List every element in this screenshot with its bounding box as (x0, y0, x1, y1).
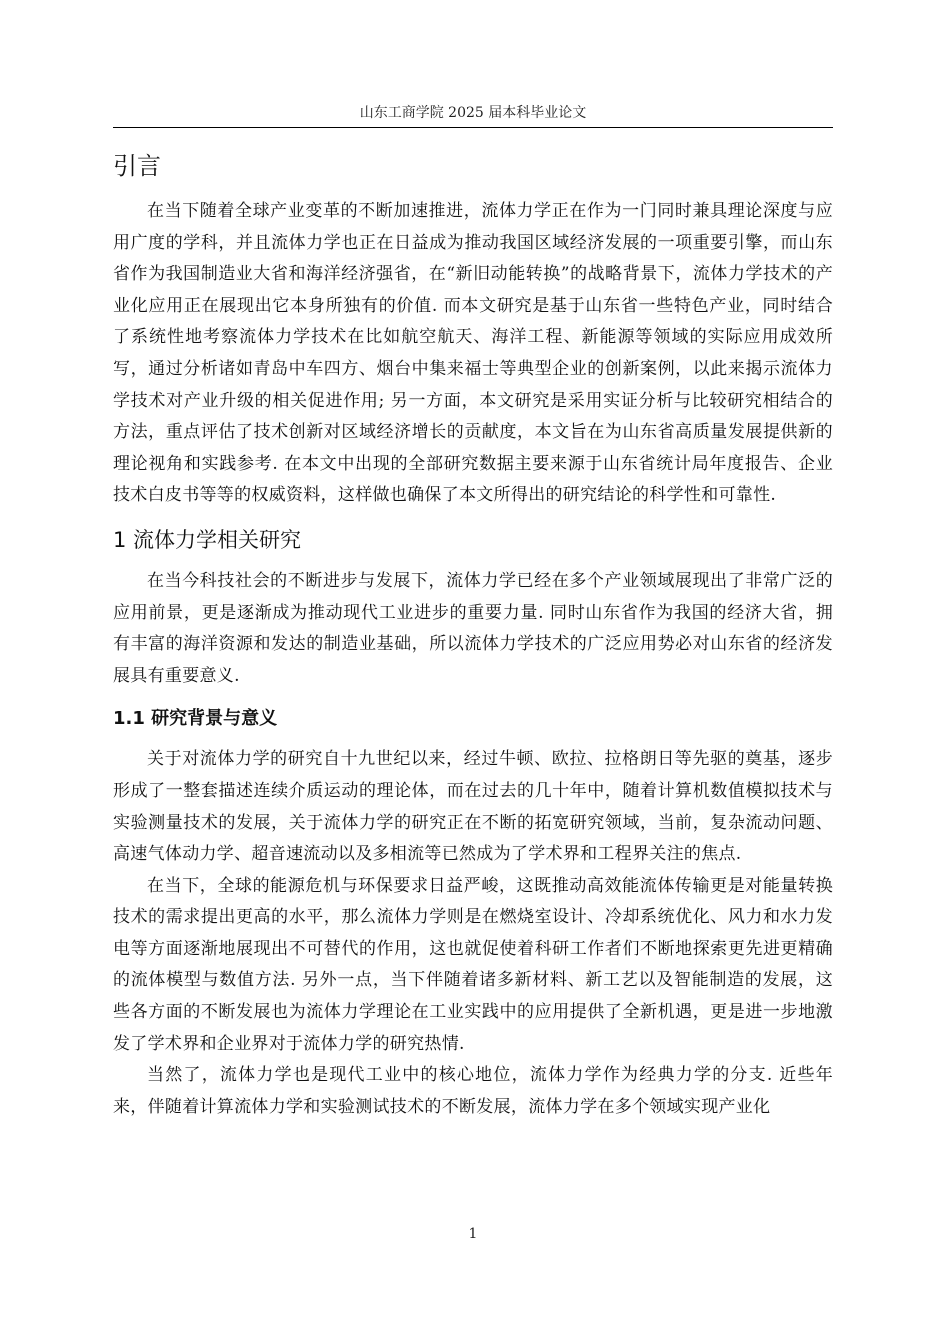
intro-paragraph: 在当下随着全球产业变革的不断加速推进，流体力学正在作为一门同时兼具理论深度与应用广度的学科，并且流体力学也正在日益成为推动我国区域经济发展的一项重要引擎，而山东省作为我国制造业大省和海洋经济强省，在“新旧动能转换”的战略背景下，流体力学技术的产业化应用正在展现出它本身所独有的价值. 而本文研究是基于山东省一些特色产业，同时结合了系统性地考察流体力学技术在比如航空航天、海洋工程、新能源等领域的实际应用成效所写，通过分析诸如青岛中车四方、烟台中集来福士等典型企业的创新案例，以此来揭示流体力学技术对产业升级的相关促进作用; 另一方面，本文研究是采用实证分析与比较研究相结合的方法，重点评估了技术创新对区域经济增长的贡献度，本文旨在为山东省高质量发展提供新的理论视角和实践参考. 在本文中出现的全部研究数据主要来源于山东省统计局年度报告、企业技术白皮书等等的权威资料，这样做也确保了本文所得出的研究结论的科学性和可靠性. (113, 201, 833, 506)
header-rule (113, 127, 833, 128)
section-1-1-paragraph-3: 当然了，流体力学也是现代工业中的核心地位，流体力学作为经典力学的分支. 近些年来，伴随着计算流体力学和实验测试技术的不断发展，流体力学在多个领域实现产业化 (113, 1065, 833, 1117)
page-body (113, 150, 833, 1123)
running-header: 山东工商学院 2025 届本科毕业论文 (359, 105, 587, 121)
section-1-heading: 1 流体力学相关研究 (113, 527, 302, 552)
section-1-1-paragraph-1: 关于对流体力学的研究自十九世纪以来，经过牛顿、欧拉、拉格朗日等先驱的奠基，逐步形成了一整套描述连续介质运动的理论体，而在过去的几十年中，随着计算机数值模拟技术与实验测量技术的发展，关于流体力学的研究正在不断的拓宽研究领域，当前，复杂流动问题、高速气体动力学、超音速流动以及多相流等已然成为了学术界和工程界关注的焦点. (113, 749, 833, 865)
section-1-paragraph: 在当今科技社会的不断进步与发展下，流体力学已经在多个产业领域展现出了非常广泛的应用前景，更是逐渐成为推动现代工业进步的重要力量. 同时山东省作为我国的经济大省，拥有丰富的海洋资源和发达的制造业基础，所以流体力学技术的广泛应用势必对山东省的经济发展具有重要意义. (113, 570, 833, 686)
section-1-1-heading: 1.1 研究背景与意义 (113, 708, 278, 730)
page-number: 1 (468, 1226, 478, 1242)
section-1-1-paragraph-2: 在当下，全球的能源危机与环保要求日益严峻，这既推动高效能流体传输更是对能量转换技术的需求提出更高的水平，那么流体力学则是在燃烧室设计、冷却系统优化、风力和水力发电等方面逐渐地展现出不可替代的作用，这也就促使着科研工作者们不断地探索更先进更精确的流体模型与数值方法. 另外一点，当下伴随着诸多新材料、新工艺以及智能制造的发展，这些各方面的不断发展也为流体力学理论在工业实践中的应用提供了全新机遇，更是进一步地激发了学术界和企业界对于流体力学的研究热情. (113, 875, 833, 1054)
intro-heading: 引言 (113, 152, 161, 180)
